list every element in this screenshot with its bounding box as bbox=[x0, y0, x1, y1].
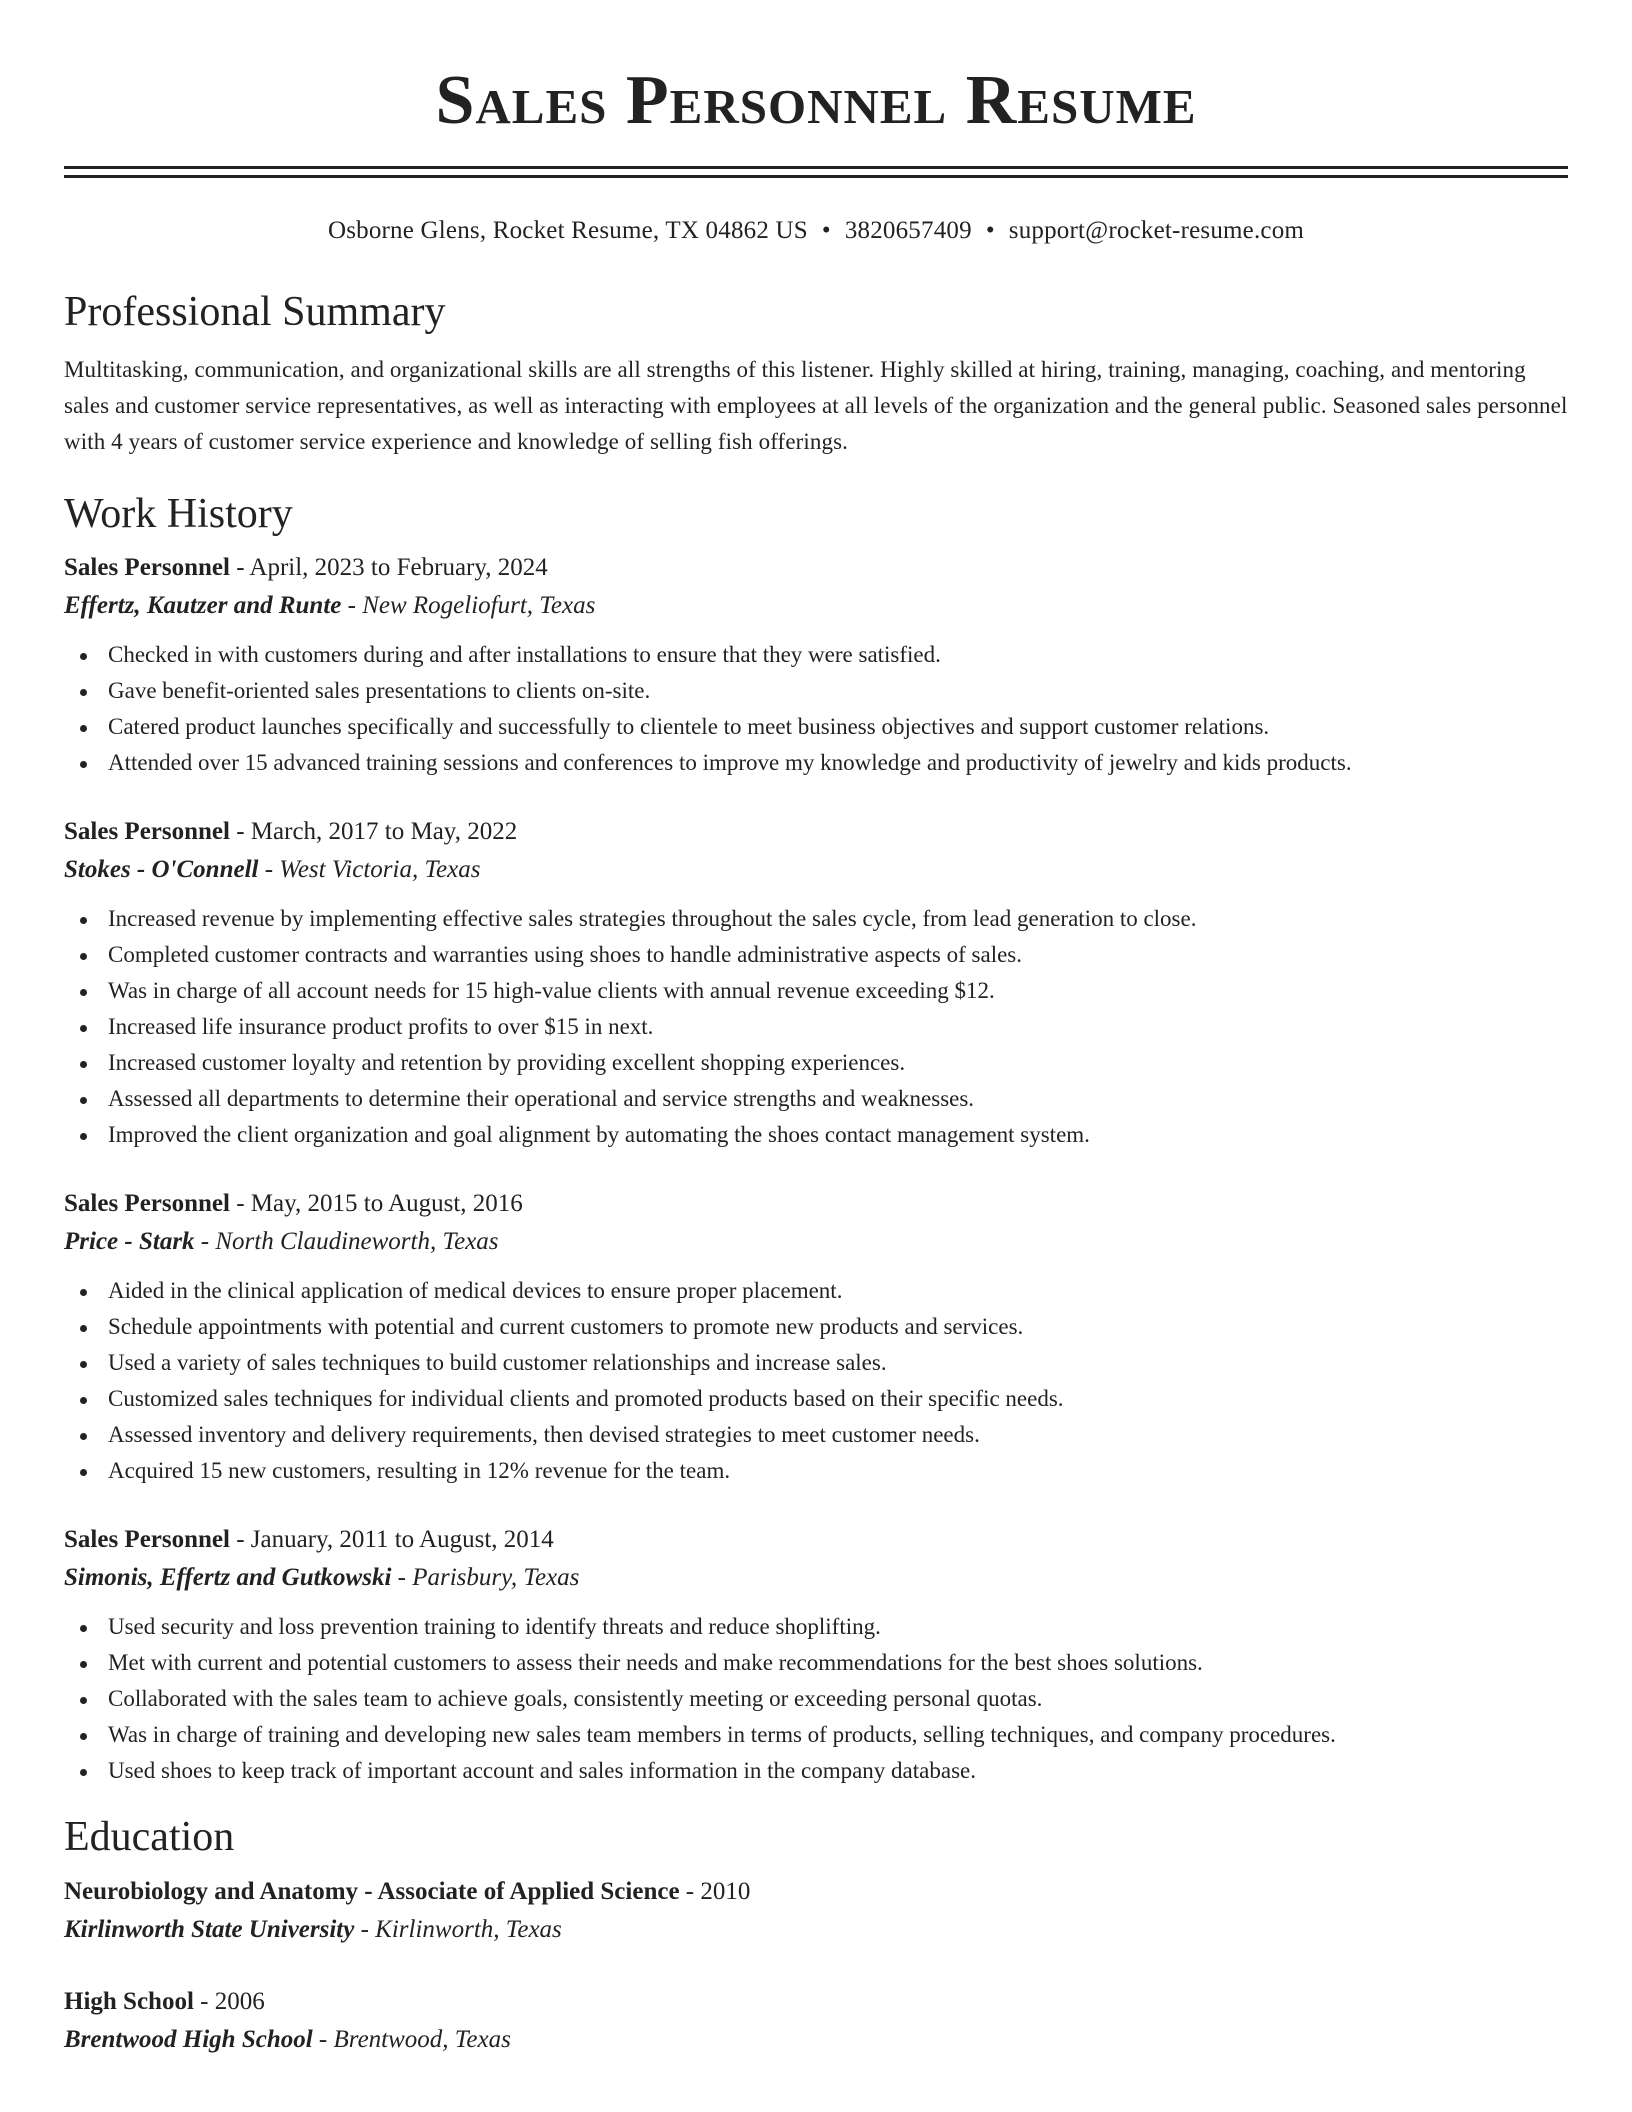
job-dates: - January, 2011 to August, 2014 bbox=[229, 1525, 554, 1553]
list-item: Gave benefit-oriented sales presentations to clients on-site. bbox=[64, 673, 1568, 709]
list-item: Attended over 15 advanced training sessions and conferences to improve my knowledge and productivity of jewelry and kids products. bbox=[64, 745, 1568, 781]
list-item: Checked in with customers during and after installations to ensure that they were satisfied. bbox=[64, 637, 1568, 673]
education-degree: High School bbox=[64, 1987, 194, 2015]
education-location: - Brentwood, Texas bbox=[312, 2025, 511, 2053]
education-entry bbox=[64, 1873, 1568, 1949]
job-title: Sales Personnel bbox=[64, 817, 230, 845]
job-employer bbox=[64, 587, 1568, 625]
job-location: - West Victoria, Texas bbox=[258, 855, 481, 883]
job-spacer bbox=[64, 1489, 1568, 1521]
job-header bbox=[64, 1185, 1568, 1223]
list-item: Increased life insurance product profits to over $15 in next. bbox=[64, 1009, 1568, 1045]
resume-title: Sales Personnel Resume bbox=[435, 62, 1197, 139]
resume-page bbox=[64, 0, 1568, 2059]
contact-email[interactable]: support@rocket-resume.com bbox=[1008, 217, 1305, 244]
education-school: Kirlinworth State University bbox=[64, 1915, 355, 1943]
job-entry bbox=[64, 1185, 1568, 1489]
list-item: Customized sales techniques for individual clients and promoted products based on their specific needs. bbox=[64, 1381, 1568, 1417]
job-company: Simonis, Effertz and Gutkowski bbox=[64, 1563, 392, 1591]
job-spacer bbox=[64, 781, 1568, 813]
job-bullets bbox=[64, 637, 1568, 781]
job-dates: - April, 2023 to February, 2024 bbox=[229, 553, 548, 581]
job-entry bbox=[64, 549, 1568, 781]
list-item: Used a variety of sales techniques to build customer relationships and increase sales. bbox=[64, 1345, 1568, 1381]
list-item: Increased customer loyalty and retention by providing excellent shopping experiences. bbox=[64, 1045, 1568, 1081]
education-location: - Kirlinworth, Texas bbox=[354, 1915, 562, 1943]
list-item: Used shoes to keep track of important account and sales information in the company database. bbox=[64, 1753, 1568, 1789]
list-item: Aided in the clinical application of medical devices to ensure proper placement. bbox=[64, 1273, 1568, 1309]
contact-line bbox=[64, 216, 1568, 246]
education-school-line bbox=[64, 1911, 1568, 1949]
job-company: Stokes - O'Connell bbox=[64, 855, 259, 883]
contact-phone: 3820657409 bbox=[844, 217, 972, 244]
job-location: - New Rogeliofurt, Texas bbox=[341, 591, 596, 619]
education-heading: Education bbox=[64, 1813, 235, 1860]
list-item: Was in charge of all account needs for 15 high-value clients with annual revenue exceeding $12. bbox=[64, 973, 1568, 1009]
list-item: Improved the client organization and goal alignment by automating the shoes contact management system. bbox=[64, 1117, 1568, 1153]
education-school-line bbox=[64, 2021, 1568, 2059]
job-dates: - May, 2015 to August, 2016 bbox=[229, 1189, 523, 1217]
job-entry bbox=[64, 1521, 1568, 1789]
job-location: - North Claudineworth, Texas bbox=[194, 1227, 499, 1255]
job-title: Sales Personnel bbox=[64, 1189, 230, 1217]
education-year: - 2006 bbox=[193, 1987, 265, 2015]
job-bullets bbox=[64, 1609, 1568, 1789]
title-rule-top bbox=[64, 166, 1568, 169]
list-item: Acquired 15 new customers, resulting in 12% revenue for the team. bbox=[64, 1453, 1568, 1489]
job-employer bbox=[64, 851, 1568, 889]
list-item: Schedule appointments with potential and current customers to promote new products and services. bbox=[64, 1309, 1568, 1345]
education-school: Brentwood High School bbox=[64, 2025, 313, 2053]
list-item: Used security and loss prevention training to identify threats and reduce shoplifting. bbox=[64, 1609, 1568, 1645]
education-header bbox=[64, 1873, 1568, 1911]
job-company: Price - Stark bbox=[64, 1227, 195, 1255]
job-location: - Parisbury, Texas bbox=[391, 1563, 580, 1591]
job-header bbox=[64, 813, 1568, 851]
job-company: Effertz, Kautzer and Runte bbox=[64, 591, 342, 619]
contact-separator: • bbox=[985, 217, 995, 244]
education-header bbox=[64, 1983, 1568, 2021]
job-employer bbox=[64, 1223, 1568, 1261]
job-spacer bbox=[64, 1153, 1568, 1185]
education-entry bbox=[64, 1983, 1568, 2059]
job-bullets bbox=[64, 1273, 1568, 1489]
list-item: Met with current and potential customers to assess their needs and make recommendations for the best shoes solutions. bbox=[64, 1645, 1568, 1681]
contact-separator: • bbox=[821, 217, 831, 244]
job-title: Sales Personnel bbox=[64, 553, 230, 581]
contact-address: Osborne Glens, Rocket Resume, TX 04862 US bbox=[327, 217, 808, 244]
job-entry bbox=[64, 813, 1568, 1153]
education-degree: Neurobiology and Anatomy - Associate of Applied Science bbox=[64, 1877, 680, 1905]
list-item: Catered product launches specifically and successfully to clientele to meet business objectives and support customer relations. bbox=[64, 709, 1568, 745]
job-header bbox=[64, 549, 1568, 587]
list-item: Assessed inventory and delivery requirements, then devised strategies to meet customer needs. bbox=[64, 1417, 1568, 1453]
job-dates: - March, 2017 to May, 2022 bbox=[229, 817, 518, 845]
list-item: Was in charge of training and developing new sales team members in terms of products, selling techniques, and company procedures. bbox=[64, 1717, 1568, 1753]
summary-text: Multitasking, communication, and organizational skills are all strengths of this listener. Highly skilled at hiring, training, managing, coaching, and mentoring sales and customer service representatives, as well as interacting with employees at all levels of the organization and the general public. Seasoned sales personnel with 4 years of customer service experience and knowledge of selling fish offerings. bbox=[64, 357, 1568, 455]
job-header bbox=[64, 1521, 1568, 1559]
work-history-heading: Work History bbox=[64, 491, 293, 538]
list-item: Collaborated with the sales team to achieve goals, consistently meeting or exceeding personal quotas. bbox=[64, 1681, 1568, 1717]
list-item: Increased revenue by implementing effective sales strategies throughout the sales cycle, from lead generation to close. bbox=[64, 901, 1568, 937]
education-year: - 2010 bbox=[679, 1877, 751, 1905]
list-item: Completed customer contracts and warranties using shoes to handle administrative aspects of sales. bbox=[64, 937, 1568, 973]
summary-heading: Professional Summary bbox=[64, 289, 446, 335]
education-spacer bbox=[64, 1949, 1568, 1983]
job-employer bbox=[64, 1559, 1568, 1597]
job-bullets bbox=[64, 901, 1568, 1153]
list-item: Assessed all departments to determine their operational and service strengths and weaknesses. bbox=[64, 1081, 1568, 1117]
job-title: Sales Personnel bbox=[64, 1525, 230, 1553]
title-rule-bottom bbox=[64, 175, 1568, 178]
